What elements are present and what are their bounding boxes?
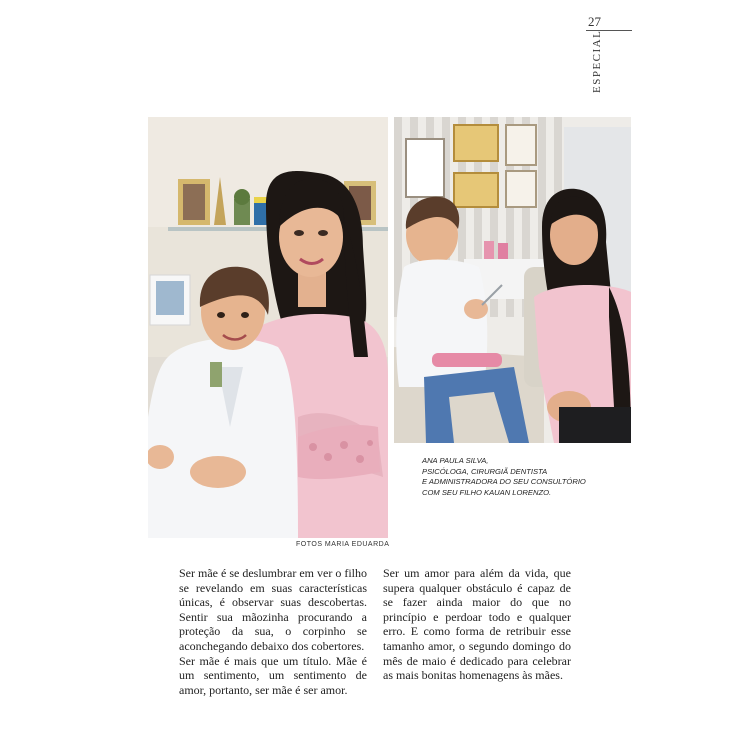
photo-caption — [422, 456, 622, 498]
article-paragraph: Ser um amor para além da vida, que supera qualquer obstáculo é capaz de se fazer ainda maior do que no princípio e perdoar todo e qualquer erro. E como forma de retribuir esse tamanho amor, o segundo domingo do mês de maio é dedicado para celebrar as mais bonitas homenagens às mães. — [383, 566, 571, 683]
page-number: 27 — [588, 14, 601, 29]
caption-line: E ADMINISTRADORA DO SEU CONSULTÓRIO — [422, 477, 586, 486]
photo-mother-son-dental-chair — [394, 117, 631, 443]
caption-line: PSICÓLOGA, CIRURGIÃ DENTISTA — [422, 466, 548, 476]
photo-mother-son-portrait — [148, 117, 388, 538]
photo-credit: FOTOS MARIA EDUARDA — [296, 541, 390, 548]
article-column-left — [179, 566, 367, 697]
section-tab — [590, 29, 604, 94]
caption-line: ANA PAULA SILVA, — [422, 456, 489, 465]
section-label: ESPECIAL — [591, 29, 603, 93]
article-column-right — [383, 566, 571, 683]
caption-line: COM SEU FILHO KAUAN LORENZO. — [422, 487, 552, 497]
article-paragraph: Ser mãe é mais que um título. Mãe é um sentimento, um sentimento de amor, portanto, ser mãe é ser amor. — [179, 653, 367, 697]
article-paragraph: Ser mãe é se deslumbrar em ver o filho se revelando em suas características únicas, é observar suas descobertas. Sentir sua mãozinha procurando a proteção da sua, o corpinho se aconchegando debaixo dos cobertores. — [179, 566, 367, 653]
